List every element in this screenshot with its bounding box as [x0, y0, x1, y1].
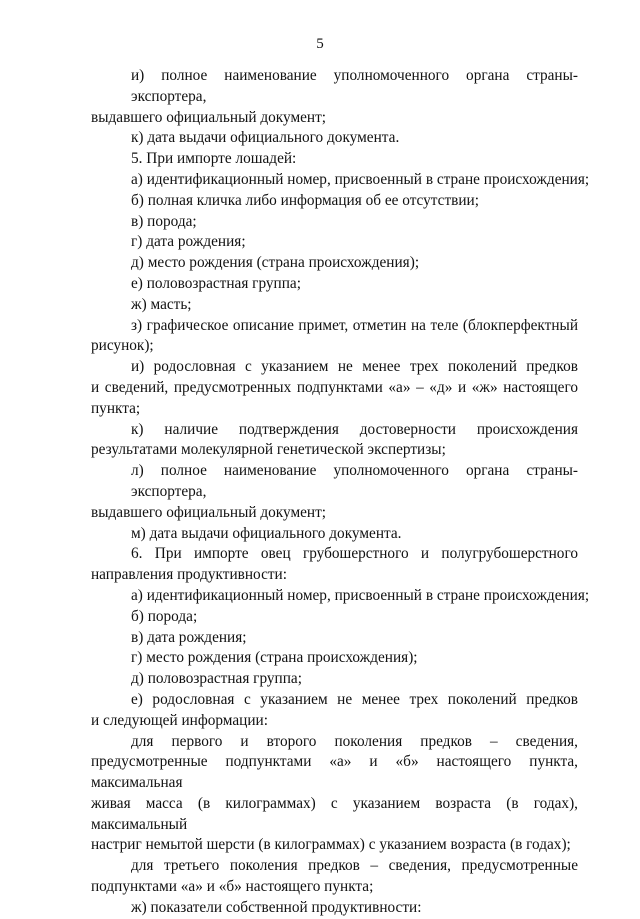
- paragraph-line: ж) масть;: [131, 295, 192, 313]
- paragraph-line: б) полная кличка либо информация об ее отсутствии;: [131, 191, 479, 209]
- paragraph-line: пункта;: [91, 399, 141, 417]
- paragraph-line: в) дата рождения;: [131, 628, 247, 646]
- paragraph-line: выдавшего официальный документ;: [91, 108, 327, 126]
- paragraph-line: подпунктами «а» и «б» настоящего пункта;: [91, 878, 374, 896]
- paragraph-line: для третьего поколения предков – сведения, предусмотренные: [131, 857, 578, 875]
- paragraph-line: л) полное наименование уполномоченного органа страны-экспортера,: [131, 462, 578, 500]
- paragraph-line: к) наличие подтверждения достоверности происхождения: [131, 420, 578, 438]
- paragraph-line: выдавшего официальный документ;: [91, 503, 327, 521]
- paragraph-line: настриг немытой шерсти (в килограммах) с указанием возраста (в годах);: [91, 836, 571, 854]
- paragraph-line: д) место рождения (страна происхождения);: [131, 254, 420, 272]
- paragraph-line: живая масса (в килограммах) с указанием возраста (в годах), максимальный: [91, 794, 578, 833]
- paragraph-line: для первого и второго поколения предков – сведения,: [131, 732, 578, 750]
- paragraph-line: а) идентификационный номер, присвоенный в стране происхождения;: [131, 170, 590, 188]
- paragraph-line: результатами молекулярной генетической экспертизы;: [91, 441, 446, 459]
- paragraph-line: е) половозрастная группа;: [131, 274, 301, 292]
- paragraph-line: и следующей информации:: [91, 711, 268, 729]
- paragraph-line: д) половозрастная группа;: [131, 670, 302, 688]
- paragraph-line: г) дата рождения;: [131, 233, 246, 251]
- paragraph-line: 5. При импорте лошадей:: [131, 150, 297, 168]
- paragraph-line: в) порода;: [131, 212, 197, 230]
- paragraph-line: б) порода;: [131, 607, 198, 625]
- paragraph-line: и) родословная с указанием не менее трех поколений предков: [131, 358, 578, 376]
- paragraph-line: направления продуктивности:: [91, 566, 287, 584]
- paragraph-line: рисунок);: [91, 337, 154, 355]
- paragraph-line: м) дата выдачи официального документа.: [131, 524, 402, 542]
- page-number: 5: [316, 36, 324, 52]
- paragraph-line: г) место рождения (страна происхождения);: [131, 649, 418, 667]
- paragraph-line: 6. При импорте овец грубошерстного и полугрубошерстного: [131, 545, 578, 563]
- paragraph-line: к) дата выдачи официального документа.: [131, 129, 400, 147]
- paragraph-line: з) графическое описание примет, отметин на теле (блокперфектный: [131, 316, 578, 334]
- paragraph-line: ж) показатели собственной продуктивности:: [131, 898, 422, 916]
- paragraph-line: е) родословная с указанием не менее трех поколений предков: [131, 690, 578, 708]
- document-body: [91, 66, 590, 919]
- paragraph-line: предусмотренные подпунктами «а» и «б» настоящего пункта, максимальная: [91, 753, 578, 792]
- paragraph-line: и) полное наименование уполномоченного органа страны-экспортера,: [131, 67, 578, 105]
- paragraph-line: и сведений, предусмотренных подпунктами «а» – «д» и «ж» настоящего: [91, 378, 578, 396]
- paragraph-line: а) идентификационный номер, присвоенный в стране происхождения;: [131, 586, 590, 604]
